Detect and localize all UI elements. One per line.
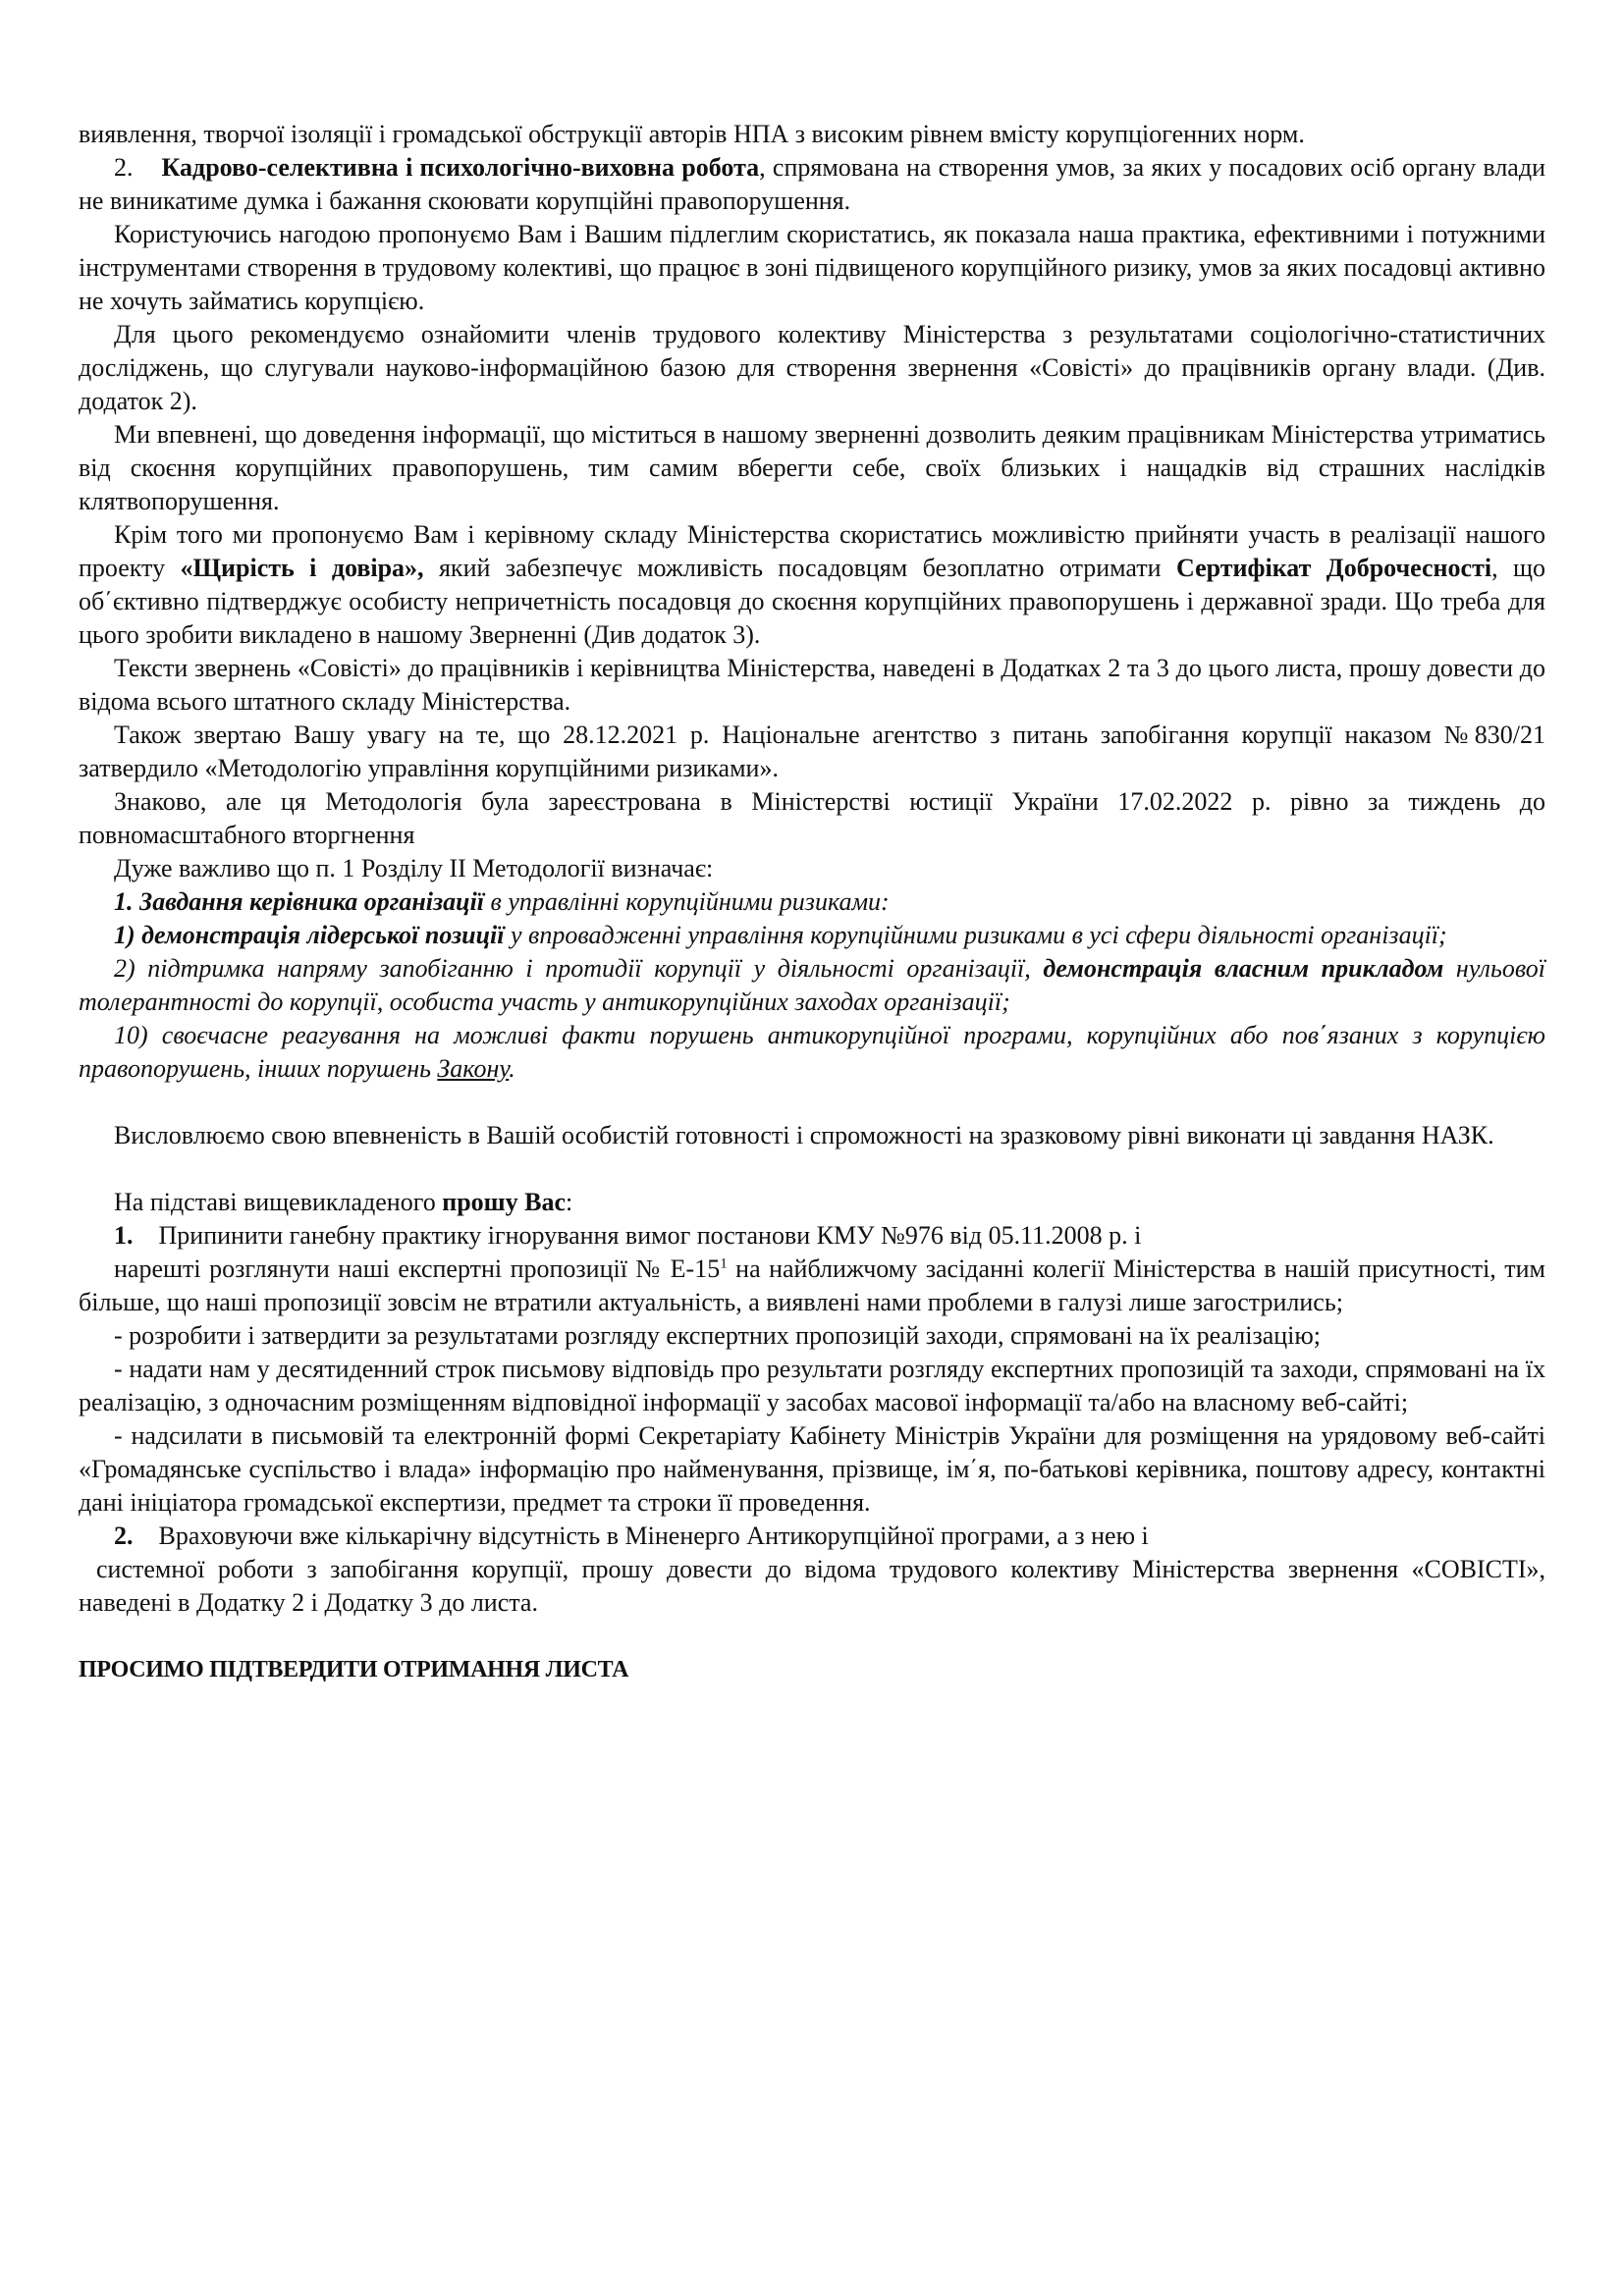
request-2-line1 bbox=[79, 1520, 1545, 1553]
request-1-line1 bbox=[79, 1219, 1545, 1253]
request-1-number: 1. bbox=[114, 1221, 134, 1250]
footnote-ref[interactable]: 1 bbox=[720, 1255, 728, 1272]
text-segment: нарешті розглянути наші експертні пропозиції № Е-15 bbox=[114, 1255, 721, 1283]
paragraph-attention: Також звертаю Вашу увагу на те, що 28.12.2021 р. Національне агентство з питань запобігання корупції наказом №830/21 затвердило «Методологію управління корупційними ризиками». bbox=[79, 721, 1545, 782]
text-segment: : bbox=[566, 1188, 573, 1216]
certificate-name: Сертифікат Доброчесності bbox=[1176, 554, 1492, 582]
paragraph-intro-tail: виявлення, творчої ізоляції і громадської обструкції авторів НПА з високим рівнем вмісту корупціогенних норм. bbox=[79, 120, 1305, 148]
text-segment: нульової толерантності до корупції, особиста участь у антикорупційних заходах організації; bbox=[79, 954, 1545, 1016]
paragraph-express: Висловлюємо свою впевненість в Вашій особистій готовності і спроможності на зразковому рівні виконати ці завдання НАЗК. bbox=[114, 1121, 1494, 1149]
text-segment: який забезпечує можливість посадовцям безоплатно отримати bbox=[423, 554, 1176, 582]
paragraph-item-2 bbox=[79, 151, 1545, 218]
paragraph-symbolic: Знаково, але ця Методологія була зареєстрована в Міністерстві юстиції України 17.02.2022 р. рівно за тиждень до повномасштабного вторгнення bbox=[79, 787, 1545, 849]
request-1-body bbox=[79, 1253, 1545, 1319]
text-segment: Припинити ганебну практику ігнорування вимог постанови КМУ №976 від 05.11.2008 р. і bbox=[158, 1221, 1142, 1250]
request-bullet-3: - надсилати в письмовій та електронній формі Секретаріату Кабінету Міністрів України для розміщення на урядовому веб-сайті «Громадянське суспільство і влада» інформацію про найменування, прізвище, ім΄я, по-батькові керівника, поштову адресу, контактні дані ініціатора громадської експертизи, предмет та строки її проведення. bbox=[79, 1421, 1545, 1517]
quote-item-10 bbox=[79, 1019, 1545, 1086]
paragraph-important: Дуже важливо що п. 1 Розділу ІІ Методології визначає: bbox=[114, 854, 714, 882]
quote-heading bbox=[79, 885, 1545, 919]
quote-heading-bold: 1. Завдання керівника організації bbox=[114, 887, 485, 916]
quote-item-1 bbox=[79, 919, 1545, 952]
quote-item-1-bold: 1) демонстрація лідерської позиції bbox=[114, 921, 505, 949]
text-segment: . bbox=[509, 1054, 515, 1083]
law-link[interactable]: Закону bbox=[437, 1054, 510, 1083]
closing-request: ПРОСИМО ПІДТВЕРДИТИ ОТРИМАННЯ ЛИСТА bbox=[79, 1657, 629, 1682]
spacer bbox=[79, 1086, 1545, 1119]
text-segment: 10) своєчасне реагування на можливі факти порушень антикорупційної програми, корупційних або пов΄язаних з корупцією правопорушень, інших порушень bbox=[79, 1021, 1545, 1083]
request-bullet-1: - розробити і затвердити за результатами розгляду експертних пропозицій заходи, спрямовані на їх реалізацію; bbox=[114, 1321, 1322, 1350]
paragraph-confident: Ми впевнені, що доведення інформації, що міститься в нашому зверненні дозволить деяким працівникам Міністерства утриматись від скоєння корупційних правопорушень, тим самим вберегти себе, своїх близьких і нащадків від страшних наслідків клятвопорушення. bbox=[79, 420, 1545, 515]
quote-item-2-bold: демонстрація власним прикладом bbox=[1043, 954, 1444, 983]
spacer bbox=[79, 1152, 1545, 1186]
request-2-body: системної роботи з запобігання корупції, прошу довести до відома трудового колективу Міністерства звернення «СОВІСТІ», наведені в Додатку 2 і Додатку 3 до листа. bbox=[79, 1555, 1545, 1617]
item-2-text: , спрямована на створення умов, за яких у посадових осіб органу влади не виникатиме думка і бажання скоювати корупційні правопорушення. bbox=[79, 153, 1545, 215]
item-2-heading: Кадрово-селективна і психологічно-виховна робота bbox=[161, 153, 760, 182]
quote-item-2 bbox=[79, 952, 1545, 1019]
request-bold: прошу Вас bbox=[442, 1188, 567, 1216]
text-segment: в управлінні корупційними ризиками: bbox=[484, 887, 890, 916]
text-segment: 2) підтримка напряму запобіганню і протидії корупції у діяльності організації, bbox=[114, 954, 1044, 983]
paragraph-texts: Тексти звернень «Совісті» до працівників і керівництва Міністерства, наведені в Додатках 2 та 3 до цього листа, прошу довести до відома всього штатного складу Міністерства. bbox=[79, 654, 1545, 716]
paragraph-using: Користуючись нагодою пропонуємо Вам і Вашим підлеглим скористатись, як показала наша практика, ефективними і потужними інструментами створення в трудовому колективі, що працює в зоні підвищеного корупційного ризику, умов за яких посадовці активно не хочуть займатись корупцією. bbox=[79, 220, 1545, 315]
project-name: «Щирість і довіра», bbox=[180, 554, 424, 582]
request-intro bbox=[79, 1186, 1545, 1219]
paragraph-recommend: Для цього рекомендуємо ознайомити членів трудового колективу Міністерства з результатами соціологічно-статистичних досліджень, що слугували науково-інформаційною базою для створення звернення «Совісті» до працівників органу влади. (Див. додаток 2). bbox=[79, 320, 1545, 415]
text-segment: на найближчому засіданні колегії Міністерства в нашій присутності, тим більше, що наші пропозиції зовсім не втратили актуальність, а виявлені нами проблеми в галузі лише загострились; bbox=[79, 1255, 1545, 1316]
text-segment: у впровадженні управління корупційними ризиками в усі сфери діяльності організації; bbox=[504, 921, 1447, 949]
item-number: 2. bbox=[114, 153, 134, 182]
text-segment: , що об΄єктивно підтверджує особисту непричетність посадовця до скоєння корупційних правопорушень і державної зради. Що треба для цього зробити викладено в нашому Зверненні (Див додаток 3). bbox=[79, 554, 1545, 649]
request-2-number: 2. bbox=[114, 1522, 134, 1550]
text-segment: На підставі вищевикладеного bbox=[114, 1188, 443, 1216]
request-bullet-2: - надати нам у десятиденний строк письмову відповідь про результати розгляду експертних пропозицій та заходи, спрямовані на їх реалізацію, з одночасним розміщенням відповідної інформації у засобах масової інформації та/або на власному веб-сайті; bbox=[79, 1355, 1545, 1416]
document-page bbox=[79, 118, 1545, 1686]
text-segment: Враховуючи вже кількарічну відсутність в Міненерго Антикорупційної програми, а з нею і bbox=[158, 1522, 1149, 1550]
paragraph-project bbox=[79, 518, 1545, 652]
text-segment: Крім того ми пропонуємо Вам і керівному складу Міністерства скористатись можливістю прийняти участь в реалізації нашого проекту bbox=[79, 520, 1545, 582]
